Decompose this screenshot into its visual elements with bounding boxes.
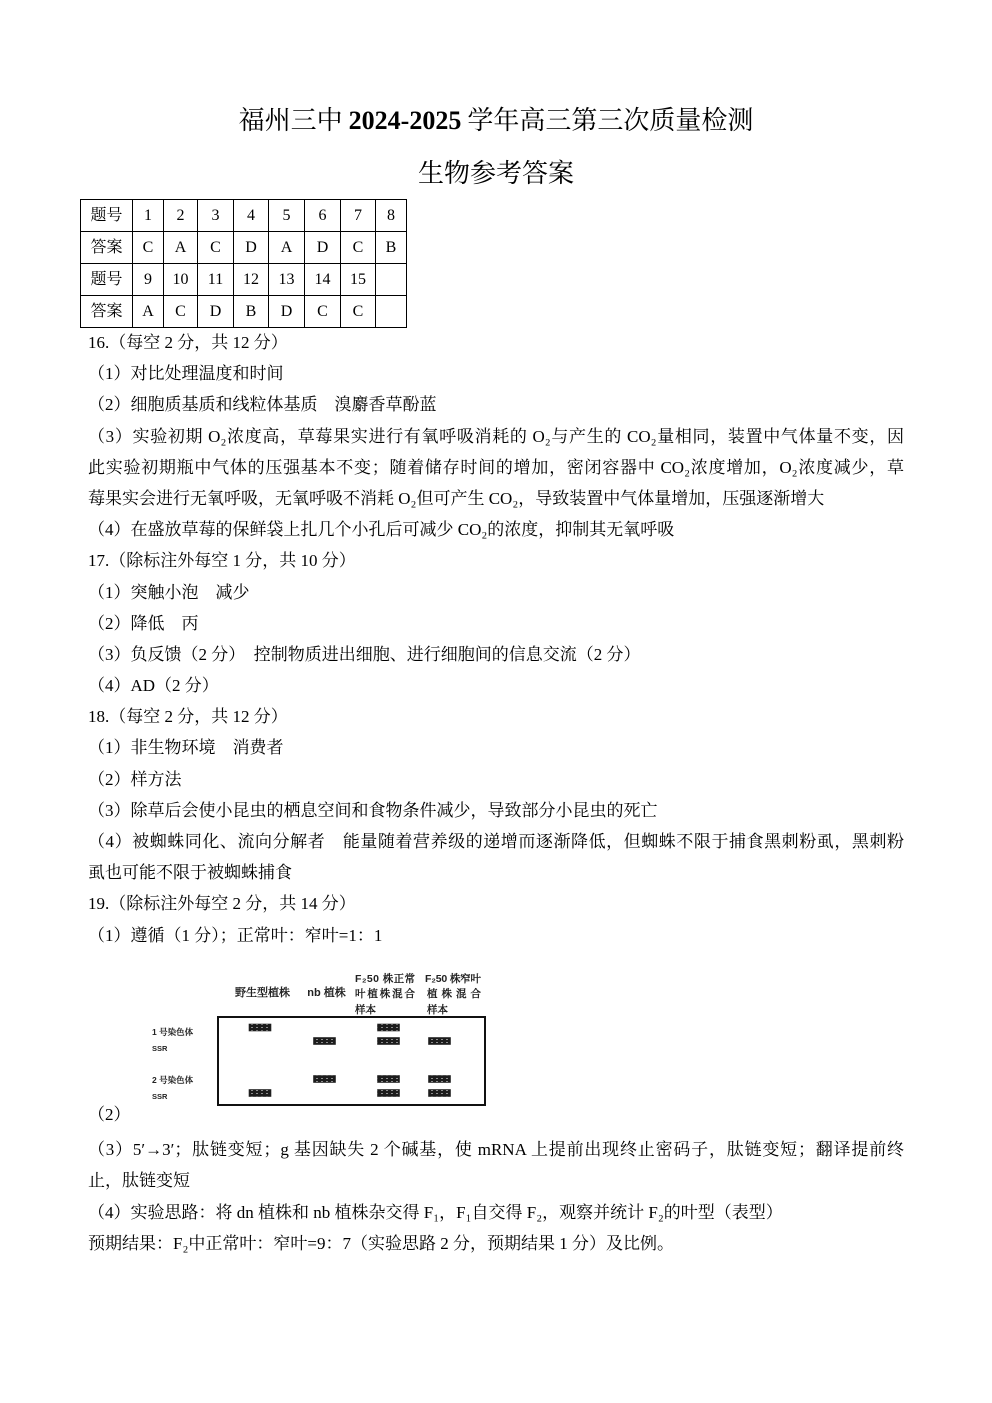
table-row	[81, 232, 407, 264]
q18-answer-4-line: （4）被蜘蛛同化、流向分解者 能量随着营养级的递增而逐渐降低，但蜘蛛不限于捕食黑刺粉虱，黑刺粉	[88, 832, 904, 851]
lane-label-f2-normal-line: 样本	[355, 1003, 376, 1016]
gel-band-lane1-chr1-upper	[249, 1024, 271, 1031]
answer-header: 答案	[81, 296, 133, 328]
question-number-cell	[376, 264, 407, 296]
q19-answer-3-line: 止，肽链变短	[88, 1171, 190, 1191]
answer-cell: D	[269, 296, 305, 328]
q17-answer-3: （3）负反馈（2 分） 控制物质进出细胞、进行细胞间的信息交流（2 分）	[88, 644, 641, 664]
q18-heading: 18.（每空 2 分，共 12 分）	[88, 707, 288, 727]
q19-answer-4: （4）实验思路：将 dn 植株和 nb 植株杂交得 F₁，F₁自交得 F₂，观察并统计 F₂的叶型（表型）	[88, 1202, 783, 1222]
row-sublabel-chr1-ssr: SSR	[152, 1043, 168, 1053]
q16-answer-3-line: （3）实验初期 O₂浓度高，草莓果实进行有氧呼吸消耗的 O₂与产生的 CO₂量相同，装置中气体量不变，因	[88, 426, 904, 446]
lane-label-nb: nb 植株	[307, 986, 346, 999]
answer-cell: C	[341, 296, 376, 328]
q19-answer-2	[88, 951, 904, 1134]
q16-heading: 16.（每空 2 分，共 12 分）	[88, 333, 288, 352]
gel-band-lane2-chr2-upper	[314, 1075, 336, 1082]
q19-answer-2-label: （2）	[88, 1105, 131, 1125]
row-label-chr2: 2 号染色体	[152, 1074, 194, 1085]
question-number-cell: 8	[376, 200, 407, 232]
lane-label-f2-narrow-line: F₂50 株窄叶	[425, 972, 481, 985]
question-number-cell: 2	[164, 200, 198, 232]
answer-cell: D	[305, 232, 341, 264]
answer-cell: C	[133, 232, 164, 264]
answer-table	[80, 199, 407, 328]
document-title	[0, 105, 992, 137]
gel-band-lane3-chr1-lower	[378, 1037, 400, 1044]
q18-answer-3: （3）除草后会使小昆虫的栖息空间和食物条件减少，导致部分小昆虫的死亡	[88, 800, 658, 820]
question-number-cell: 3	[198, 200, 234, 232]
row-sublabel-chr2-ssr: SSR	[152, 1091, 168, 1101]
question-number-cell: 14	[305, 264, 341, 296]
q16-answer-4: （4）在盛放草莓的保鲜袋上扎几个小孔后可减少 CO₂的浓度，抑制其无氧呼吸	[88, 520, 675, 540]
answer-cell: C	[341, 232, 376, 264]
gel-band-lane3-chr2-lower	[378, 1089, 400, 1096]
gel-band-lane2-chr1-lower	[314, 1037, 336, 1044]
q16-answer-3-line: 此实验初期瓶中气体的压强基本不变；随着储存时间的增加，密闭容器中 CO₂浓度增加，O₂浓度减少，草	[88, 457, 904, 477]
q17-answer-4: （4）AD（2 分）	[88, 676, 219, 696]
row-label-chr1: 1 号染色体	[152, 1026, 194, 1037]
gel-bands	[249, 1024, 451, 1097]
answer-cell: C	[305, 296, 341, 328]
question-number-cell: 5	[269, 200, 305, 232]
question-number-cell: 11	[198, 264, 234, 296]
answer-cell: D	[234, 232, 269, 264]
lane-label-f2-normal-line: F₂50 株正常	[355, 972, 415, 985]
lane-label-wild-type: 野生型植株	[235, 986, 290, 999]
document-subtitle: 生物参考答案	[417, 159, 574, 188]
answer-cell: A	[164, 232, 198, 264]
question-number-header: 题号	[81, 264, 133, 296]
answer-cell	[376, 296, 407, 328]
question-number-cell: 7	[341, 200, 376, 232]
question-number-cell: 4	[234, 200, 269, 232]
answer-cell: B	[234, 296, 269, 328]
q18-answer-2: （2）样方法	[88, 769, 182, 789]
answer-cell: C	[164, 296, 198, 328]
lane-label-f2-narrow-line: 样本	[427, 1003, 448, 1016]
q18-answer-4-line: 虱也可能不限于被蜘蛛捕食	[88, 863, 292, 883]
question-number-header: 题号	[81, 200, 133, 232]
gel-band-lane3-chr1-upper	[378, 1024, 400, 1031]
q18-answer-1: （1）非生物环境 消费者	[88, 738, 284, 758]
question-number-cell: 1	[133, 200, 164, 232]
answer-cell: A	[133, 296, 164, 328]
gel-band-lane4-chr2-upper	[429, 1075, 451, 1082]
title-school: 福州三中	[238, 106, 343, 135]
q17-heading: 17.（除标注外每空 1 分，共 10 分）	[88, 551, 356, 571]
q19-answer-1: （1）遵循（1 分）；正常叶：窄叶=1：1	[88, 925, 383, 945]
gel-band-lane4-chr1-lower	[429, 1037, 451, 1044]
answer-cell: A	[269, 232, 305, 264]
q19-heading: 19.（除标注外每空 2 分，共 14 分）	[88, 894, 356, 914]
answer-cell: D	[198, 296, 234, 328]
question-number-cell: 6	[305, 200, 341, 232]
title-exam: 学年高三第三次质量检测	[467, 106, 754, 135]
lane-label-f2-normal-line: 叶植株混合	[355, 987, 415, 1000]
q19-expected-result: 预期结果：F₂中正常叶：窄叶=9：7（实验思路 2 分，预期结果 1 分）及比例。	[88, 1233, 674, 1253]
title-year: 2024-2025	[348, 106, 462, 135]
gel-band-lane3-chr2-upper	[378, 1075, 400, 1082]
lane-label-f2-narrow-line: 植株混合	[427, 987, 481, 1000]
question-number-cell: 15	[341, 264, 376, 296]
answer-cell: B	[376, 232, 407, 264]
answer-body	[88, 327, 904, 1259]
q16-answer-3-line: 莓果实会进行无氧呼吸，无氧呼吸不消耗 O₂但可产生 CO₂，导致装置中气体量增加，压强逐渐增大	[88, 488, 825, 508]
table-row	[81, 264, 407, 296]
question-number-cell: 13	[269, 264, 305, 296]
ssr-gel-figure	[145, 960, 500, 1110]
question-number-cell: 9	[133, 264, 164, 296]
q16-answer-1: （1）对比处理温度和时间	[88, 364, 284, 384]
question-number-cell: 10	[164, 264, 198, 296]
q17-answer-2: （2）降低 丙	[88, 613, 199, 633]
question-number-cell: 12	[234, 264, 269, 296]
answer-cell: C	[198, 232, 234, 264]
q17-answer-1: （1）突触小泡 减少	[88, 582, 250, 602]
q16-answer-2: （2）细胞质基质和线粒体基质 溴麝香草酚蓝	[88, 395, 437, 415]
gel-band-lane4-chr2-lower	[429, 1089, 451, 1096]
q19-answer-3-line: （3）5′→3′；肽链变短；g 基因缺失 2 个碱基，使 mRNA 上提前出现终止密码子，肽链变短；翻译提前终	[88, 1140, 904, 1160]
gel-band-lane1-chr2-lower	[249, 1089, 271, 1096]
answer-header: 答案	[81, 232, 133, 264]
table-row	[81, 200, 407, 232]
table-row	[81, 296, 407, 328]
